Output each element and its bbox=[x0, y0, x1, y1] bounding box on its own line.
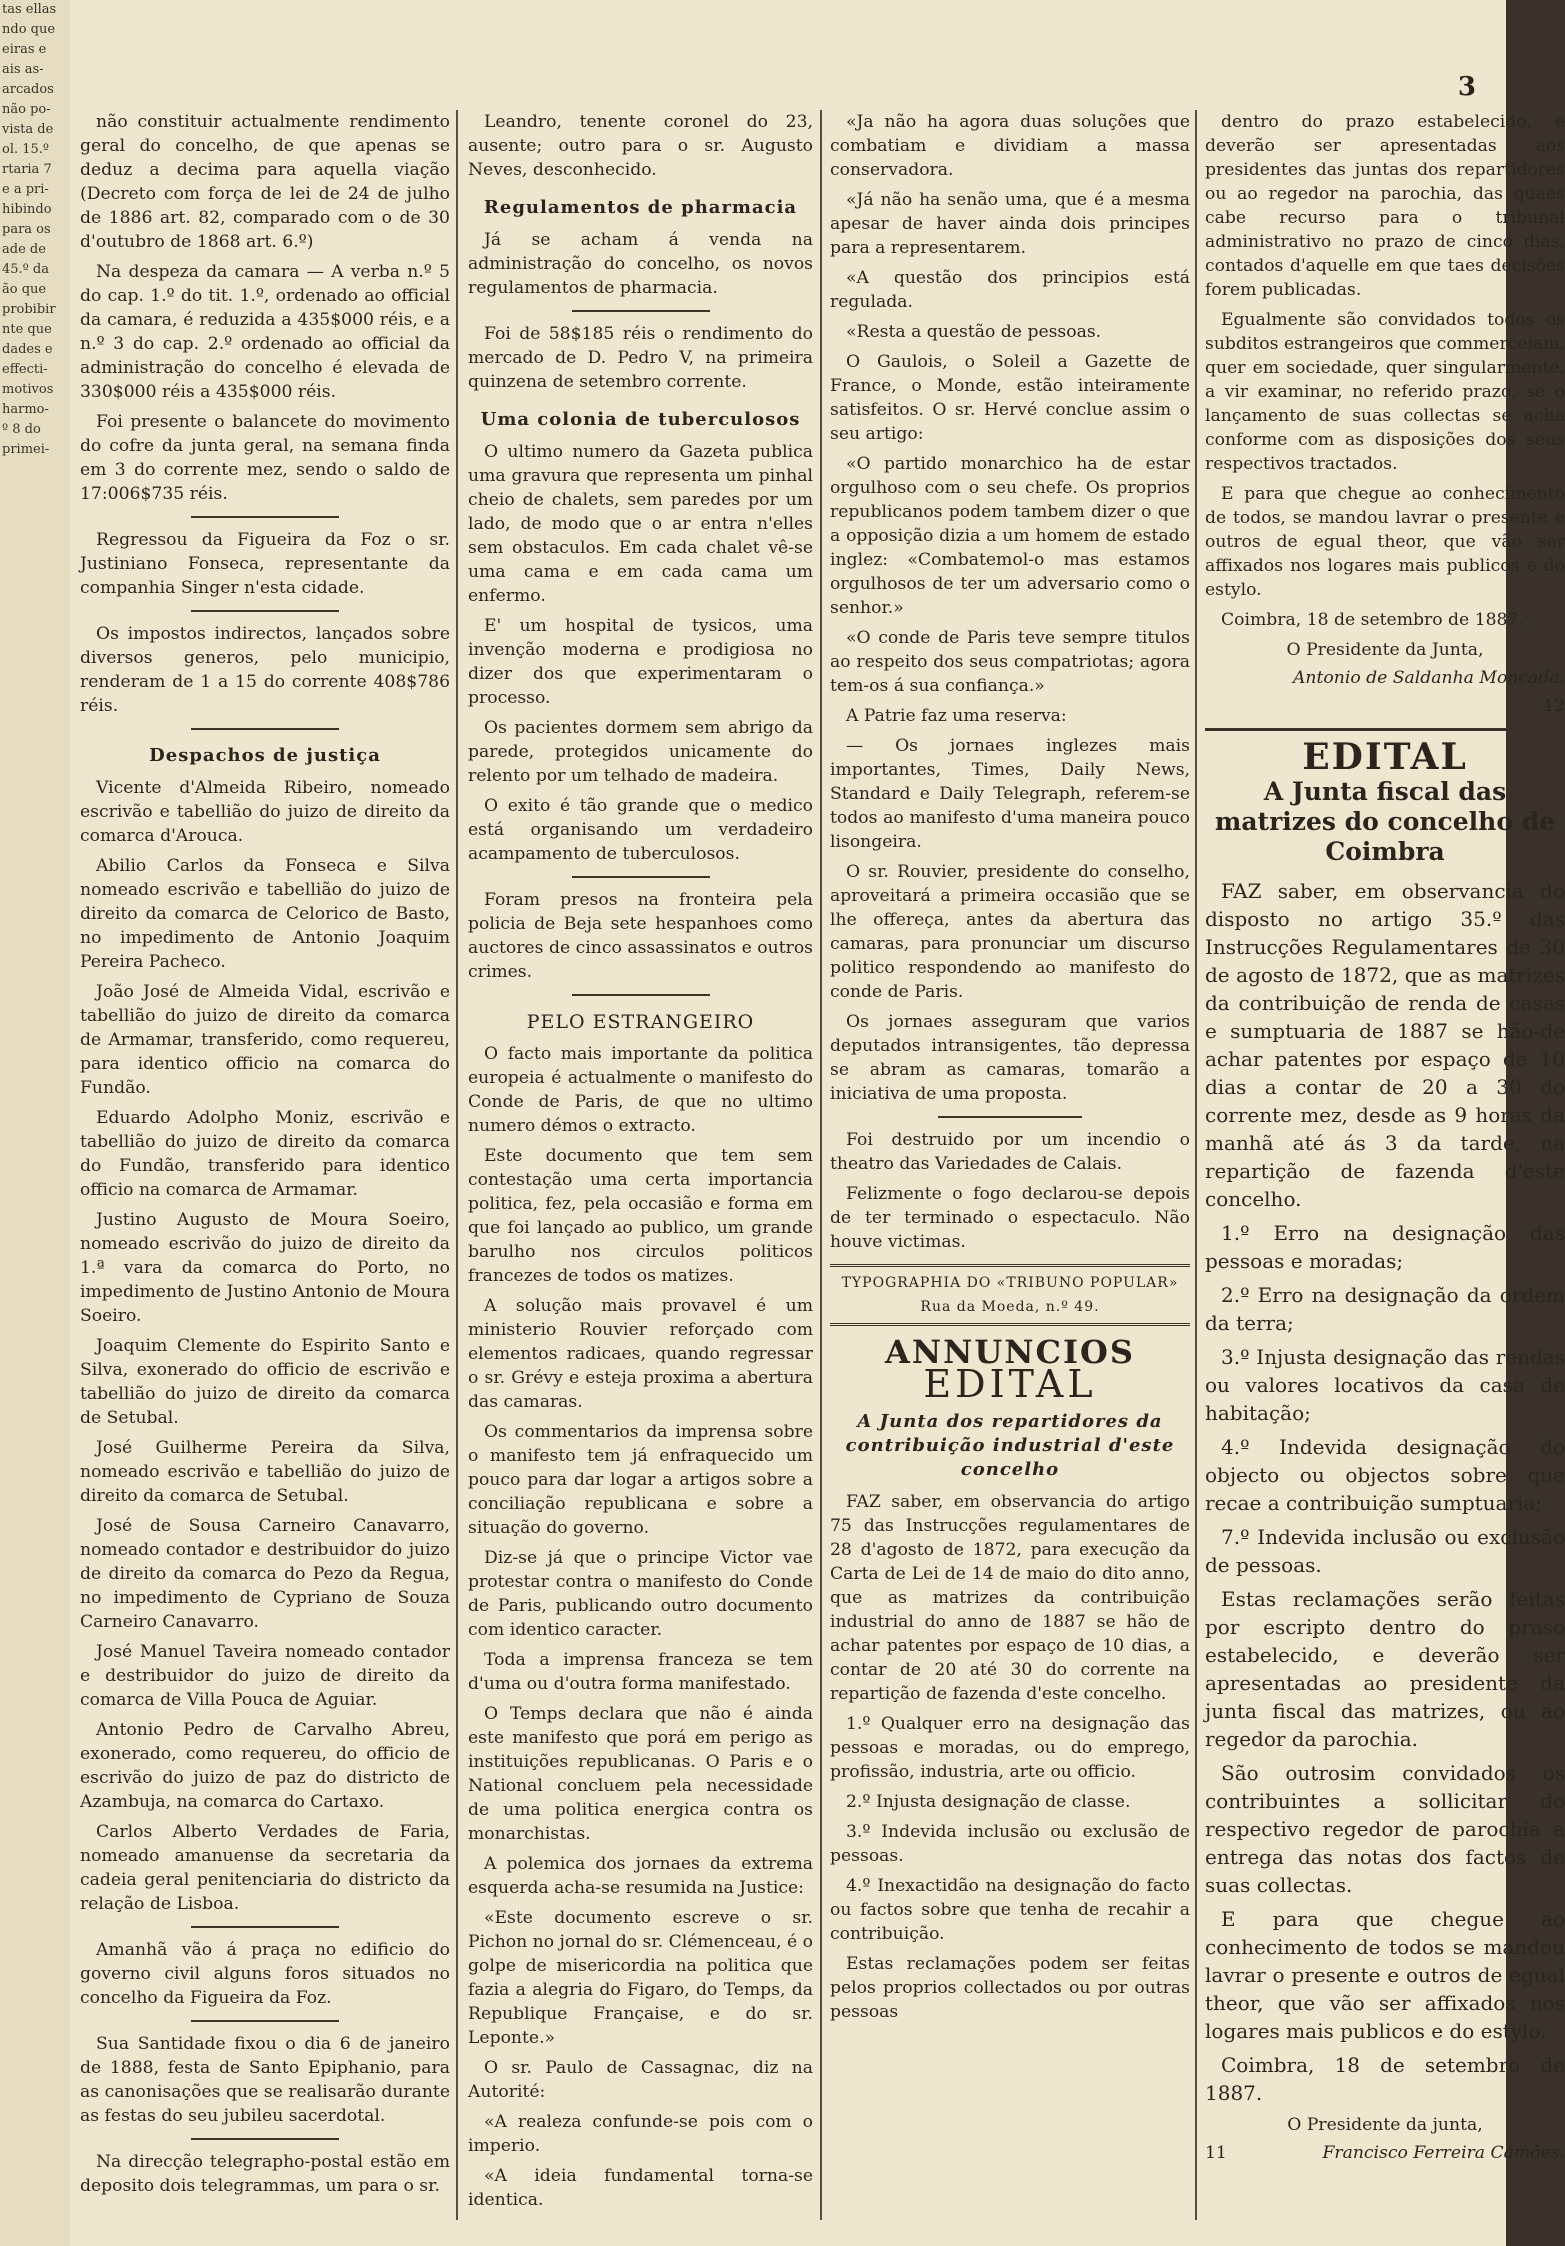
paragraph: Egualmente são convidados todos os subditos estrangeiros que commerceiam, quer em sociedade, quer singularmente, a vir examinar, no referido prazo, se o lançamento de suas collectas se acha conforme com as disposições dos seus respectivos tractados. bbox=[1205, 310, 1565, 474]
paragraph: José Guilherme Pereira da Silva, nomeado escrivão e tabellião do juizo de direito da comarca de Setubal. bbox=[80, 1438, 450, 1506]
paragraph: E para que chegue ao conhecimento de todos se mandou lavrar o presente e outros de egual theor, que vão ser affixados nos logares mais publicos e do estylo. bbox=[1205, 1907, 1565, 2043]
paragraph: O ultimo numero da Gazeta publica uma gravura que representa um pinhal cheio de chalets, sem paredes por um lado, de modo que o ar entra n'elles sem obstaculos. Em cada chalet vê-se uma cama e em cada cama um enfermo. bbox=[468, 442, 813, 606]
strip-line: não po- bbox=[2, 102, 51, 117]
paragraph: Foi destruido por um incendio o theatro das Variedades de Calais. bbox=[830, 1130, 1190, 1174]
separator bbox=[572, 876, 710, 878]
strip-line: ão que bbox=[2, 282, 47, 297]
paragraph: Estas reclamações podem ser feitas pelos proprios collectados ou por outras pessoas bbox=[830, 1954, 1190, 2022]
column-rule bbox=[1195, 110, 1197, 2220]
strip-line: effecti- bbox=[2, 362, 48, 377]
signature-row bbox=[1205, 2141, 1565, 2165]
signature-name: Francisco Ferreira Camões. bbox=[1322, 2143, 1565, 2163]
separator bbox=[938, 1116, 1082, 1118]
strip-line: eiras e bbox=[2, 42, 47, 57]
paragraph: Eduardo Adolpho Moniz, escrivão e tabellião do juizo de direito da comarca do Fundão, transferido para identico officio na comarca de Armamar. bbox=[80, 1108, 450, 1200]
paragraph: Vicente d'Almeida Ribeiro, nomeado escrivão e tabellião do juizo de direito da comarca d'Arouca. bbox=[80, 778, 450, 846]
strip-line: vista de bbox=[2, 122, 54, 137]
paragraph: Já se acham á venda na administração do concelho, os novos regulamentos de pharmacia. bbox=[468, 230, 813, 298]
paragraph: A polemica dos jornaes da extrema esquerda acha-se resumida na Justice: bbox=[468, 1854, 813, 1898]
strip-line: nte que bbox=[2, 322, 52, 337]
previous-page-strip bbox=[0, 0, 73, 2246]
strip-line: ade de bbox=[2, 242, 46, 257]
column-1 bbox=[80, 110, 450, 2230]
paragraph: Os jornaes asseguram que varios deputados intransigentes, tão depressa se abram as camaras, tomarão a iniciativa de uma proposta. bbox=[830, 1012, 1190, 1104]
paragraph: E para que chegue ao conhecimento de todos, se mandou lavrar o presente e outros de egual theor, que vão ser affixados nos logares mais publicos e do estylo. bbox=[1205, 484, 1565, 600]
paragraph: «O partido monarchico ha de estar orgulhoso com o seu chefe. Os proprios republicanos podem tambem dizer o que a opposição dizia a um homem de estado inglez: «Combatemol-o mas estamos orgulhosos de ter um adversario como o senhor.» bbox=[830, 454, 1190, 618]
strip-line: probibir bbox=[2, 302, 56, 317]
section-heading: PELO ESTRANGEIRO bbox=[526, 1011, 755, 1033]
section-heading: Uma colonia de tuberculosos bbox=[480, 409, 801, 430]
strip-line: primei- bbox=[2, 442, 50, 457]
list-item: 4.º Indevida designação do objecto ou objectos sobre que recae a contribuição sumptuaria; bbox=[1205, 1435, 1565, 1515]
list-item: 7.º Indevida inclusão ou exclusão de pessoas. bbox=[1205, 1525, 1565, 1577]
paragraph: Regressou da Figueira da Foz o sr. Justiniano Fonseca, representante da companhia Singer n'esta cidade. bbox=[80, 530, 450, 598]
page-number: 3 bbox=[1457, 72, 1476, 102]
paragraph: Sua Santidade fixou o dia 6 de janeiro de 1888, festa de Santo Epiphanio, para as canonisações que se realisarão durante as festas do seu jubileu sacerdotal. bbox=[80, 2034, 450, 2126]
paragraph: «A ideia fundamental torna-se identica. bbox=[468, 2166, 813, 2210]
paragraph: 3.º Indevida inclusão ou exclusão de pessoas. bbox=[830, 1822, 1190, 1866]
paragraph: O sr. Paulo de Cassagnac, diz na Autorité: bbox=[468, 2058, 813, 2102]
strip-line: motivos bbox=[2, 382, 54, 397]
paragraph: Toda a imprensa franceza se tem d'uma ou d'outra forma manifestado. bbox=[468, 1650, 813, 1694]
strip-line: dades e bbox=[2, 342, 53, 357]
list-item: 2.º Erro na designação da ordem da terra; bbox=[1205, 1283, 1565, 1335]
list-item: 3.º Injusta designação das rendas ou valores locativos da casa de habitação; bbox=[1205, 1345, 1565, 1425]
paragraph: Foi de 58$185 réis o rendimento do mercado de D. Pedro V, na primeira quinzena de setembro corrente. bbox=[468, 324, 813, 392]
paragraph: FAZ saber, em observancia do disposto no artigo 35.º das Instrucções Regulamentares de 30 de agosto de 1872, que as matrizes da contribuição de renda de casas e sumptuaria de 1887 se hão-de achar patentes por espaço de 10 dias a contar de 20 a 30 do corrente mez, desde as 9 horas da manhã até ás 3 da tarde, na repartição de fazenda d'este concelho. bbox=[1205, 879, 1565, 1211]
paragraph: «Resta a questão de pessoas. bbox=[846, 322, 1102, 342]
paragraph: Foram presos na fronteira pela policia de Beja sete hespanhoes como auctores de cinco assassinatos e outros crimes. bbox=[468, 890, 813, 982]
column-3 bbox=[830, 110, 1190, 2230]
section-heading: Regulamentos de pharmacia bbox=[483, 197, 798, 218]
strip-line: tas ellas bbox=[2, 2, 57, 17]
separator bbox=[572, 994, 710, 996]
typography-imprint: TYPOGRAPHIA DO «TRIBUNO POPULAR» Rua da Moeda, n.º 49. bbox=[830, 1264, 1190, 1326]
paragraph: não constituir actualmente rendimento geral do concelho, de que apenas se deduz a decima para aquella viação (Decreto com força de lei de 24 de julho de 1886 art. 82, comparado com o de 30 d'outubro de 1868 art. 6.º) bbox=[80, 112, 450, 252]
paragraph: Abilio Carlos da Fonseca e Silva nomeado escrivão e tabellião do juizo de direito da comarca de Celorico de Basto, no impedimento de Antonio Joaquim Pereira Pacheco. bbox=[80, 856, 450, 972]
paragraph: dentro do prazo estabelecido, e deverão ser apresentadas aos presidentes das juntas dos repartidores ou ao regedor na parochia, das quaes cabe recurso para o tribunal administrativo no prazo de cinco dias, contados d'aquelle em que taes decisões forem publicadas. bbox=[1205, 112, 1565, 300]
paragraph: 1.º Qualquer erro na designação das pessoas e moradas, ou do emprego, profissão, industria, arte ou officio. bbox=[830, 1714, 1190, 1782]
section-heading: Despachos de justiça bbox=[149, 745, 381, 766]
paragraph: Leandro, tenente coronel do 23, ausente; outro para o sr. Augusto Neves, desconhecido. bbox=[468, 112, 813, 180]
paragraph: A solução mais provavel é um ministerio Rouvier reforçado com elementos radicaes, quando regressar o sr. Grévy e esteja proxima a abertura das camaras. bbox=[468, 1296, 813, 1412]
paragraph: Este documento que tem sem contestação uma certa importancia politica, fez, pela occasião e forma em que foi lançado ao publico, um grande barulho nos circulos politicos francezes de todos os matizes. bbox=[468, 1146, 813, 1286]
strip-line: ol. 15.º bbox=[2, 142, 50, 157]
paragraph: Foi presente o balancete do movimento do cofre da junta geral, na semana finda em 3 do corrente mez, sendo o saldo de 17:006$735 réis. bbox=[80, 412, 450, 504]
strip-line: arcados bbox=[2, 82, 54, 97]
paragraph: O facto mais importante da politica europeia é actualmente o manifesto do Conde de Paris, de que no ultimo numero démos o extracto. bbox=[468, 1044, 813, 1136]
column-2 bbox=[468, 110, 813, 2230]
paragraph: Antonio Pedro de Carvalho Abreu, exonerado, como requereu, do officio de escrivão do juizo de paz do districto de Azambuja, na comarca do Cartaxo. bbox=[80, 1720, 450, 1812]
paragraph: — Os jornaes inglezes mais importantes, Times, Daily News, Standard e Daily Telegraph, referem-se todos ao manifesto d'uma maneira pouco lisongeira. bbox=[830, 736, 1190, 852]
paragraph: «Este documento escreve o sr. Pichon no jornal do sr. Clémenceau, é o golpe de misericordia na politica que fazia a alegria do Figaro, do Temps, da Republique Française, e do sr. Leponte.» bbox=[468, 1908, 813, 2048]
separator bbox=[191, 728, 339, 730]
edital-subheading: A Junta dos repartidores da contribuição industrial d'este concelho bbox=[845, 1411, 1175, 1480]
paragraph: «A realeza confunde-se pois com o imperio. bbox=[468, 2112, 813, 2156]
paragraph: Justino Augusto de Moura Soeiro, nomeado escrivão do juizo de direito da 1.ª vara da comarca do Porto, no impedimento de Justino Antonio de Moura Soeiro. bbox=[80, 1210, 450, 1326]
paragraph: Diz-se já que o principe Victor vae protestar contra o manifesto do Conde de Paris, publicando outro documento com identico caracter. bbox=[468, 1548, 813, 1640]
paragraph: E' um hospital de tysicos, uma invenção moderna e prodigiosa no dizer dos que experimentaram o processo. bbox=[468, 616, 813, 708]
strip-line: hibindo bbox=[2, 202, 52, 217]
separator bbox=[191, 2138, 339, 2140]
separator bbox=[1205, 728, 1565, 731]
signature-title: O Presidente da junta, bbox=[1287, 2115, 1483, 2135]
strip-line: harmo- bbox=[2, 402, 49, 417]
separator bbox=[191, 1926, 339, 1928]
paragraph: Amanhã vão á praça no edificio do governo civil alguns foros situados no concelho da Figueira da Foz. bbox=[80, 1940, 450, 2008]
edital-heading: EDITAL bbox=[923, 1362, 1097, 1406]
notice-number: 11 bbox=[1205, 2143, 1227, 2163]
paragraph: «O conde de Paris teve sempre titulos ao respeito dos seus compatriotas; agora tem-os á sua confiança.» bbox=[830, 628, 1190, 696]
annuncios-heading: ANNUNCIOS bbox=[885, 1333, 1135, 1371]
column-rule bbox=[820, 110, 822, 2220]
paragraph: «Já não ha senão uma, que é a mesma apesar de haver ainda dois principes para a representarem. bbox=[830, 190, 1190, 258]
date-line: Coimbra, 18 de setembro de 1887. bbox=[1221, 610, 1524, 630]
paragraph: A Patrie faz uma reserva: bbox=[846, 706, 1067, 726]
paragraph: São outrosim convidados os contribuintes a sollicitar do respectivo regedor de parochia a entrega das notas dos factos de suas collectas. bbox=[1205, 1761, 1565, 1897]
paragraph: O exito é tão grande que o medico está organisando um verdadeiro acampamento de tuberculosos. bbox=[468, 796, 813, 864]
strip-line: rtaria 7 bbox=[2, 162, 52, 177]
notice-number: 12 bbox=[1543, 696, 1565, 716]
paragraph: Os pacientes dormem sem abrigo da parede, protegidos unicamente do relento por um telhado de madeira. bbox=[468, 718, 813, 786]
paragraph: 4.º Inexactidão na designação do facto ou factos sobre que tenha de recahir a contribuição. bbox=[830, 1876, 1190, 1944]
paragraph: Felizmente o fogo declarou-se depois de ter terminado o espectaculo. Não houve victimas. bbox=[830, 1184, 1190, 1252]
paragraph: João José de Almeida Vidal, escrivão e tabellião do juizo de direito da comarca de Armamar, transferido, como requereu, para identico officio na comarca do Fundão. bbox=[80, 982, 450, 1098]
signature-name: Antonio de Saldanha Moncada. bbox=[1293, 668, 1565, 688]
strip-line: para os bbox=[2, 222, 51, 237]
edital-heading: EDITAL bbox=[1302, 736, 1468, 778]
strip-line: º 8 do bbox=[2, 422, 41, 437]
paragraph: Na despeza da camara — A verba n.º 5 do cap. 1.º do tit. 1.º, ordenado ao official da camara, é reduzida a 435$000 réis, e a n.º 3 do cap. 2.º ordenado ao official da administração do concelho é elevada de 330$000 réis a 435$000 réis. bbox=[80, 262, 450, 402]
paragraph: Os commentarios da imprensa sobre o manifesto tem já enfraquecido um pouco para dar logar a artigos sobre a conciliação republicana e sobre a situação do governo. bbox=[468, 1422, 813, 1538]
strip-line: e a pri- bbox=[2, 182, 49, 197]
paragraph: Carlos Alberto Verdades de Faria, nomeado amanuense da secretaria da cadeia geral penitenciaria do districto da relação de Lisboa. bbox=[80, 1822, 450, 1914]
paragraph: José de Sousa Carneiro Canavarro, nomeado contador e destribuidor do juizo de direito da comarca do Pezo da Regua, no impedimento de Cypriano de Souza Carneiro Canavarro. bbox=[80, 1516, 450, 1632]
list-item: 1.º Erro na designação das pessoas e moradas; bbox=[1205, 1221, 1565, 1273]
paragraph: O Gaulois, o Soleil a Gazette de France, o Monde, estão inteiramente satisfeitos. O sr. Hervé conclue assim o seu artigo: bbox=[830, 352, 1190, 444]
paragraph: 2.º Injusta designação de classe. bbox=[846, 1792, 1131, 1812]
paragraph: José Manuel Taveira nomeado contador e destribuidor do juizo de direito da comarca de Villa Pouca de Aguiar. bbox=[80, 1642, 450, 1710]
edital-subheading: A Junta fiscal das matrizes do concelho de Coimbra bbox=[1214, 777, 1556, 866]
paragraph: FAZ saber, em observancia do artigo 75 das Instrucções regulamentares de 28 d'agosto de 1872, para execução da Carta de Lei de 14 de maio do dito anno, que as matrizes da contribuição industrial do anno de 1887 se hão de achar patentes por espaço de 10 dias, a contar de 20 até 30 do corrente na repartição de fazenda d'este concelho. bbox=[830, 1492, 1190, 1704]
column-4 bbox=[1205, 110, 1565, 2230]
separator bbox=[191, 2020, 339, 2022]
separator bbox=[191, 610, 339, 612]
strip-line: ais as- bbox=[2, 62, 44, 77]
separator bbox=[191, 516, 339, 518]
paragraph: Estas reclamações serão feitas por escripto dentro do praso estabelecido, e deverão ser apresentadas ao presidente da junta fiscal das matrizes, ou ao regedor da parochia. bbox=[1205, 1587, 1565, 1751]
column-rule bbox=[456, 110, 458, 2220]
paragraph: «Ja não ha agora duas soluções que combatiam e dividiam a massa conservadora. bbox=[830, 112, 1190, 180]
strip-line: ndo que bbox=[2, 22, 56, 37]
separator bbox=[572, 310, 710, 312]
date-line: Coimbra, 18 de setembro de 1887. bbox=[1205, 2053, 1565, 2105]
strip-line: 45.º da bbox=[2, 262, 49, 277]
paragraph: «A questão dos principios está regulada. bbox=[830, 268, 1190, 312]
signature-title: O Presidente da Junta, bbox=[1286, 640, 1484, 660]
paragraph: Os impostos indirectos, lançados sobre diversos generos, pelo municipio, renderam de 1 a 15 do corrente 408$786 réis. bbox=[80, 624, 450, 716]
paragraph: O Temps declara que não é ainda este manifesto que porá em perigo as instituições republicanas. O Paris e o National concluem pela necessidade de uma politica energica contra os monarchistas. bbox=[468, 1704, 813, 1844]
paragraph: O sr. Rouvier, presidente do conselho, aproveitará a primeira occasião que se lhe offereça, antes da abertura das camaras, para pronunciar um discurso politico respondendo ao manifesto do conde de Paris. bbox=[830, 862, 1190, 1002]
paragraph: Joaquim Clemente do Espirito Santo e Silva, exonerado do officio de escrivão e tabellião do juizo de direito da comarca de Setubal. bbox=[80, 1336, 450, 1428]
paragraph: Na direcção telegrapho-postal estão em deposito dois telegrammas, um para o sr. bbox=[80, 2152, 450, 2196]
